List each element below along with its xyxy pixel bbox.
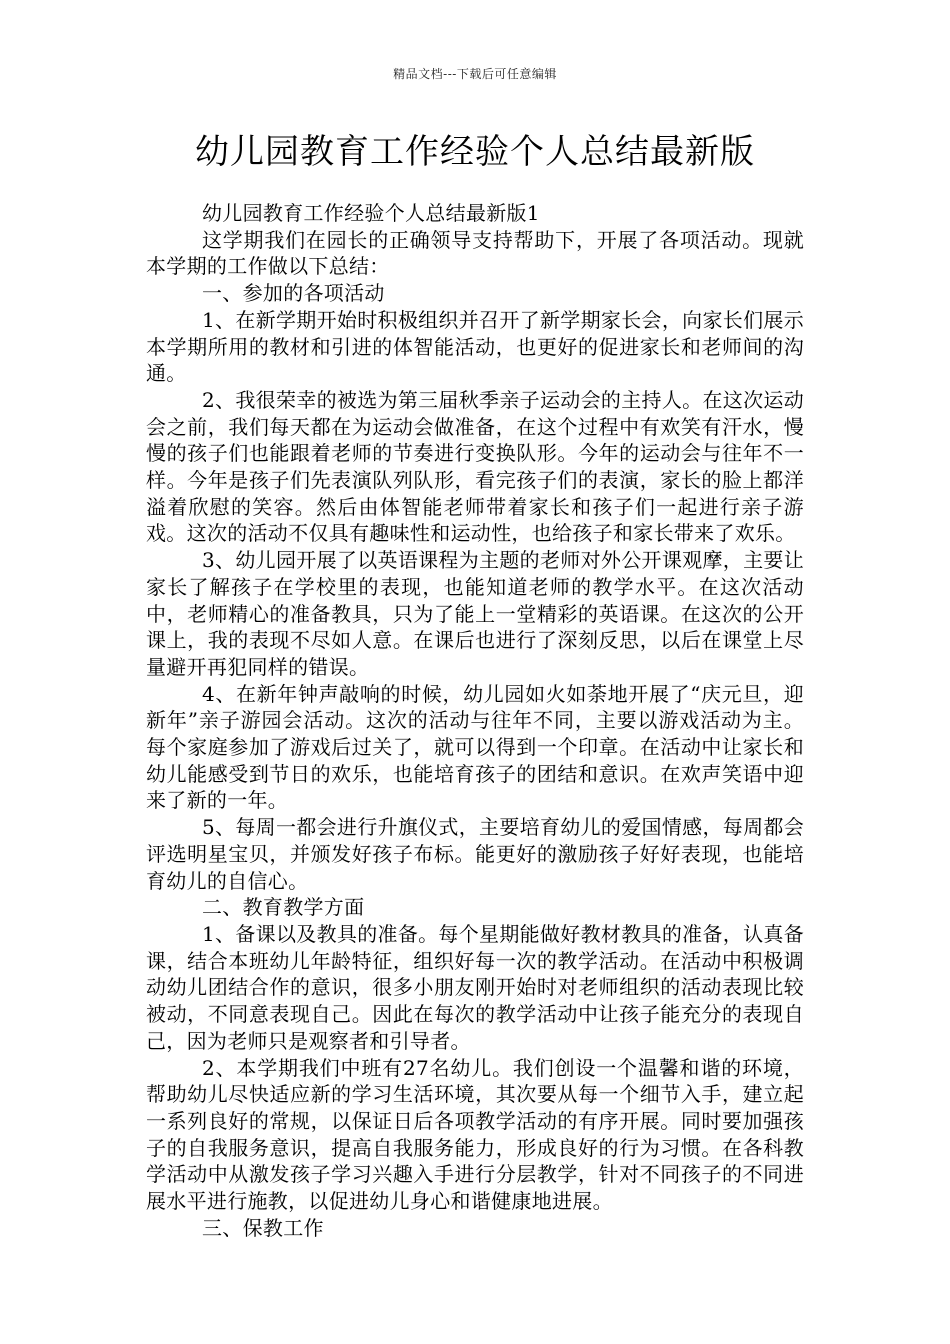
teaching-item-1: 1、备课以及教具的准备。每个星期能做好教材教具的准备，认真备课，结合本班幼儿年龄特征，组织好每一次的教学活动。在活动中积极调动幼儿团结合作的意识，很多小朋友刚开始时对老师组织的活动表现比较被动，不同意表现自己。因此在每次的教学活动中让孩子能充分的表现自己，因为老师只是观察者和引导者。 <box>146 921 804 1053</box>
section-heading-care: 三、保教工作 <box>202 1215 324 1240</box>
activity-item-5: 5、每周一都会进行升旗仪式，主要培育幼儿的爱国情感，每周都会评选明星宝贝，并颁发好孩子布标。能更好的激励孩子好好表现，也能培育幼儿的自信心。 <box>146 815 804 893</box>
document-body <box>146 200 804 1241</box>
activity-item-1: 1、在新学期开始时积极组织并召开了新学期家长会，向家长们展示本学期所用的教材和引进的体智能活动，也更好的促进家长和老师间的沟通。 <box>146 307 804 386</box>
document-title: 幼儿园教育工作经验个人总结最新版 <box>195 132 755 172</box>
section-heading-teaching: 二、教育教学方面 <box>202 895 365 920</box>
subtitle-paragraph: 幼儿园教育工作经验个人总结最新版1 <box>202 201 540 225</box>
running-header: 精品文档---下载后可任意编辑 <box>393 67 557 81</box>
activity-item-4: 4、在新年钟声敲响的时候，幼儿园如火如荼地开展了“庆元旦，迎新年”亲子游园会活动。这次的活动与往年不同，主要以游戏活动为主。每个家庭参加了游戏后过关了，就可以得到一个印章。在活动中让家长和幼儿能感受到节日的欢乐，也能培育孩子的团结和意识。在欢声笑语中迎来了新的一年。 <box>146 681 804 813</box>
section-heading-activities: 一、参加的各项活动 <box>202 281 385 306</box>
activity-item-2: 2、我很荣幸的被选为第三届秋季亲子运动会的主持人。在这次运动会之前，我们每天都在为运动会做准备，在这个过程中有欢笑有汗水，慢慢的孩子们也能跟着老师的节奏进行变换队形。今年的运动会与往年不一样。今年是孩子们先表演队列队形，看完孩子们的表演，家长的脸上都洋溢着欣慰的笑容。然后由体智能老师带着家长和孩子们一起进行亲子游戏。这次的活动不仅具有趣味性和运动性，也给孩子和家长带来了欢乐。 <box>146 387 804 546</box>
intro-paragraph: 这学期我们在园长的正确领导支持帮助下，开展了各项活动。现就本学期的工作做以下总结： <box>146 227 804 279</box>
activity-item-3: 3、幼儿园开展了以英语课程为主题的老师对外公开课观摩，主要让家长了解孩子在学校里的表现，也能知道老师的教学水平。在这次活动中，老师精心的准备教具，只为了能上一堂精彩的英语课。在这次的公开课上，我的表现不尽如人意。在课后也进行了深刻反思，以后在课堂上尽量避开再犯同样的错误。 <box>146 548 804 679</box>
teaching-item-2: 2、本学期我们中班有27名幼儿。我们创设一个温馨和谐的环境，帮助幼儿尽快适应新的学习生活环境，其次要从每一个细节入手，建立起一系列良好的常规，以保证日后各项教学活动的有序开展。同时要加强孩子的自我服务意识，提高自我服务能力，形成良好的行为习惯。在各科教学活动中从激发孩子学习兴趣入手进行分层教学，针对不同孩子的不同进展水平进行施教，以促进幼儿身心和谐健康地进展。 <box>146 1055 804 1214</box>
